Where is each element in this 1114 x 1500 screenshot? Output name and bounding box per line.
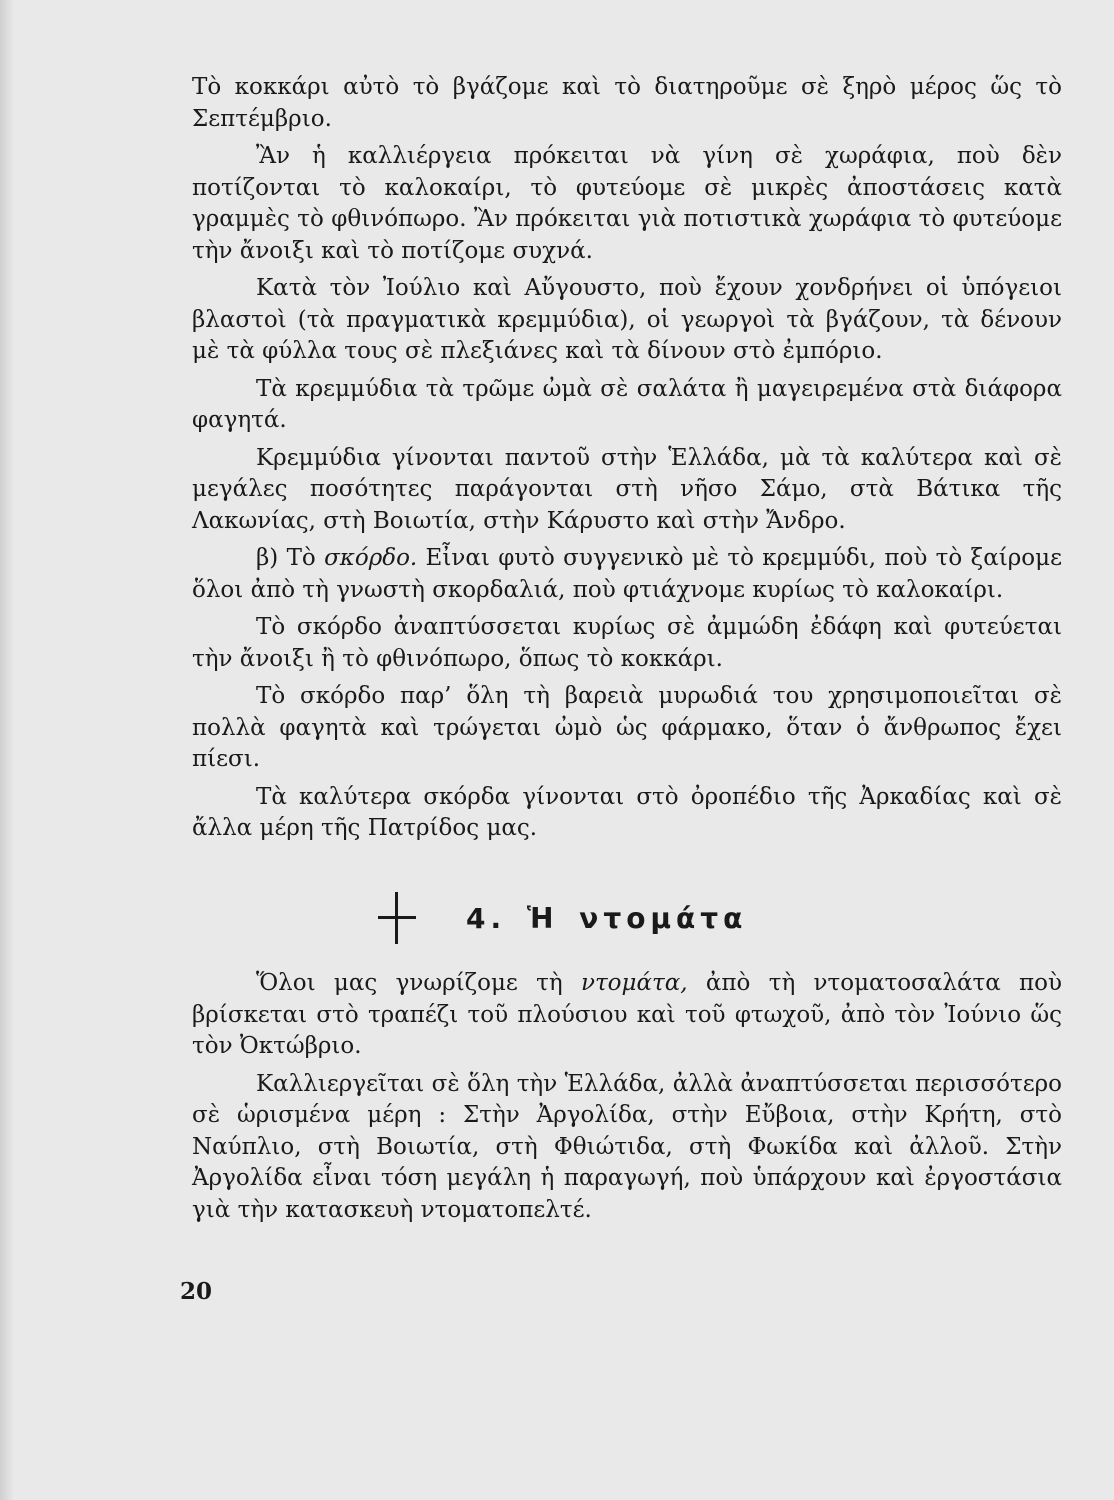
paragraph-6-rest: Εἶναι φυτὸ συγγενικὸ μὲ τὸ κρεμμύδι, ποὺ τὸ ξαίρομε ὅλοι ἀπὸ τὴ γνωστὴ σκορδαλιά, ποὺ φτιάχνομε κυρίως τὸ καλοκαίρι.: [192, 545, 1062, 603]
paragraph-10-italic-term: ντομάτα,: [580, 970, 688, 996]
page-edge-shadow: [0, 0, 14, 1500]
paragraph-8: Τὸ σκόρδο παρ’ ὅλη τὴ βαρειὰ μυρωδιά του χρησιμοποιεῖται σὲ πολλὰ φαγητὰ καὶ τρώγεται ὠμὸ ὡς φάρμακο, ὅταν ὁ ἄνθρωπος ἔχει πίεσι.: [192, 683, 1062, 772]
section-heading: [378, 892, 747, 944]
paragraph-10-start: Ὅλοι μας γνωρίζομε τὴ: [256, 970, 581, 996]
upper-text-section: [192, 72, 1062, 851]
section-heading-text: 4. Ἡ ντομάτα: [466, 901, 748, 935]
paragraph-6: [192, 543, 1062, 606]
paragraph-10-rest: ἀπὸ τὴ ντοματοσαλάτα ποὺ βρίσκεται στὸ τραπέζι τοῦ πλούσιου καὶ τοῦ φτωχοῦ, ἀπὸ τὸν Ἰούνιο ὥς τὸν Ὀκτώβριο.: [192, 970, 1063, 1059]
paragraph-1: Τὸ κοκκάρι αὐτὸ τὸ βγάζομε καὶ τὸ διατηροῦμε σὲ ξηρὸ μέρος ὥς τὸ Σεπτέμβριο.: [192, 74, 1062, 132]
paragraph-6-italic-term: σκόρδο.: [324, 545, 418, 571]
paragraph-2: Ἂν ἡ καλλιέργεια πρόκειται νὰ γίνη σὲ χωράφια, ποὺ δὲν ποτίζονται τὸ καλοκαίρι, τὸ φυτεύομε σὲ μικρὲς ἀποστάσεις κατὰ γραμμὲς τὸ φθινόπωρο. Ἂν πρόκειται γιὰ ποτιστικὰ χωράφια τὸ φυτεύομε τὴν ἄνοιξι καὶ τὸ ποτίζομε συχνά.: [192, 143, 1062, 264]
lower-text-section: [192, 968, 1062, 1232]
paragraph-7: Τὸ σκόρδο ἀναπτύσσεται κυρίως σὲ ἀμμώδη ἐδάφη καὶ φυτεύεται τὴν ἄνοιξι ἢ τὸ φθινόπωρο, ὅπως τὸ κοκκάρι.: [192, 614, 1062, 672]
paragraph-6-start: β) Τὸ: [256, 545, 325, 571]
paragraph-10: [192, 968, 1062, 1063]
paragraph-3: Κατὰ τὸν Ἰούλιο καὶ Αὔγουστο, ποὺ ἔχουν χονδρήνει οἱ ὑπόγειοι βλαστοὶ (τὰ πραγματικὰ κρεμμύδια), οἱ γεωργοὶ τὰ βγάζουν, τὰ δένουν μὲ τὰ φύλλα τους σὲ πλεξιάνες καὶ τὰ δίνουν στὸ ἐμπόριο.: [192, 275, 1062, 364]
paragraph-5: Κρεμμύδια γίνονται παντοῦ στὴν Ἑλλάδα, μὰ τὰ καλύτερα καὶ σὲ μεγάλες ποσότητες παράγονται στὴ νῆσο Σάμο, στὰ Βάτικα τῆς Λακωνίας, στὴ Βοιωτία, στὴν Κάρυστο καὶ στὴν Ἄνδρο.: [192, 444, 1062, 534]
paragraph-4: Τὰ κρεμμύδια τὰ τρῶμε ὠμὰ σὲ σαλάτα ἢ μαγειρεμένα στὰ διάφορα φαγητά.: [192, 375, 1062, 433]
cross-icon: [378, 892, 416, 944]
paragraph-9: Τὰ καλύτερα σκόρδα γίνονται στὸ ὀροπέδιο τῆς Ἀρκαδίας καὶ σὲ ἄλλα μέρη τῆς Πατρίδος μας.: [192, 783, 1062, 841]
page-number: 20: [180, 1278, 213, 1305]
paragraph-11: Καλλιεργεῖται σὲ ὅλη τὴν Ἑλλάδα, ἀλλὰ ἀναπτύσσεται περισσότερο σὲ ὡρισμένα μέρη : Στὴν Ἀργολίδα, στὴν Εὔβοια, στὴν Κρήτη, στὸ Ναύπλιο, στὴ Βοιωτία, στὴ Φθιώτιδα, στὴ Φωκίδα καὶ ἀλλοῦ. Στὴν Ἀργολίδα εἶναι τόση μεγάλη ἡ παραγωγή, ποὺ ὑπάρχουν καὶ ἐργοστάσια γιὰ τὴν κατασκευὴ ντοματοπελτέ.: [192, 1070, 1062, 1223]
